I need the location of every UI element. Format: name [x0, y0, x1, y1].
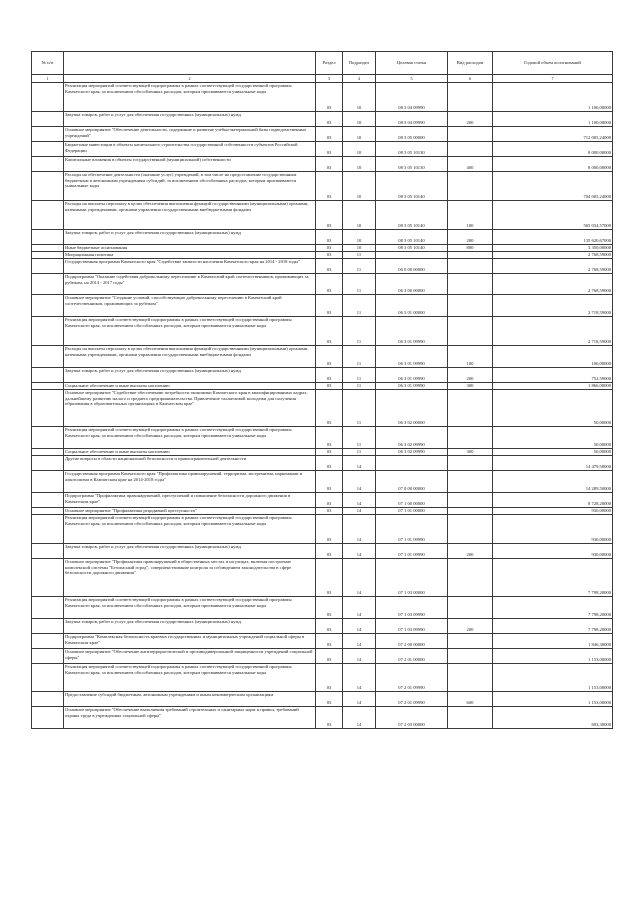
- row-amount-cell: 2 768,59000: [493, 259, 613, 274]
- row-expense-type-cell: [448, 252, 493, 259]
- table-row: [32, 245, 613, 252]
- row-razdel-cell: 03: [316, 559, 343, 597]
- table-row: [32, 544, 613, 559]
- col-number: 7: [493, 75, 613, 83]
- col-number: 5: [376, 75, 448, 83]
- row-amount-cell: 1 846,30000: [493, 634, 613, 649]
- row-number-cell: [32, 295, 64, 317]
- row-podrazdel-cell: 14: [343, 508, 376, 515]
- row-podrazdel-cell: 14: [343, 664, 376, 692]
- row-number-cell: [32, 664, 64, 692]
- table-row: [32, 559, 613, 597]
- row-podrazdel-cell: 11: [343, 274, 376, 295]
- row-razdel-cell: 03: [316, 83, 343, 112]
- row-razdel-cell: 03: [316, 456, 343, 471]
- row-razdel-cell: 03: [316, 127, 343, 142]
- row-razdel-cell: 03: [316, 664, 343, 692]
- row-amount-cell: 100,00000: [493, 346, 613, 368]
- col-number: 1: [32, 75, 64, 83]
- row-razdel-cell: 03: [316, 692, 343, 707]
- col-number: 4: [343, 75, 376, 83]
- row-razdel-cell: 03: [316, 493, 343, 508]
- row-target-article-cell: 07 2 00 00000: [376, 634, 448, 649]
- row-number-cell: [32, 259, 64, 274]
- row-amount-cell: 930,00000: [493, 508, 613, 515]
- row-name-cell: Подпрограмма "Оказание содействия добровольному переселению в Камчатский край соотечественников, проживающих за рубежом, на 2014 - 2017 годы": [64, 274, 316, 295]
- row-expense-type-cell: [448, 707, 493, 729]
- row-amount-cell: 1 153,00000: [493, 664, 613, 692]
- col-header-number: № п/п: [32, 52, 64, 75]
- row-podrazdel-cell: 11: [343, 317, 376, 346]
- row-number-cell: [32, 390, 64, 427]
- row-number-cell: [32, 471, 64, 493]
- row-name-cell: Реализация мероприятий соответствующей подпрограммы в рамках соответствующей государственной программы Камчатского края, за исключением обособленных расходов, которым присваиваются уникальные коды: [64, 515, 316, 544]
- row-podrazdel-cell: 10: [343, 142, 376, 157]
- row-expense-type-cell: [448, 597, 493, 619]
- table-row: [32, 172, 613, 201]
- row-target-article-cell: 06 3 01 00000: [376, 295, 448, 317]
- row-target-article-cell: 06 3 01 09990: [376, 317, 448, 346]
- row-number-cell: [32, 274, 64, 295]
- row-amount-cell: 8 728,20000: [493, 493, 613, 508]
- row-razdel-cell: 03: [316, 112, 343, 127]
- row-amount-cell: 930,00000: [493, 544, 613, 559]
- table-row: [32, 230, 613, 245]
- row-name-cell: Государственная программа Камчатского края "Профилактика правонарушений, терроризма, экстремизма, наркомании и алкоголизма в Камчатском крае на 2014-2018 годы": [64, 471, 316, 493]
- row-expense-type-cell: [448, 127, 493, 142]
- row-amount-cell: 1 866,00000: [493, 383, 613, 390]
- row-name-cell: Капитальные вложения в объекты государственной (муниципальной) собственности: [64, 157, 316, 172]
- row-name-cell: Другие вопросы в области национальной безопасности и правоохранительной деятельности: [64, 456, 316, 471]
- row-razdel-cell: 03: [316, 515, 343, 544]
- row-number-cell: [32, 112, 64, 127]
- row-amount-cell: 1 153,00000: [493, 649, 613, 664]
- row-podrazdel-cell: 14: [343, 597, 376, 619]
- table-row: [32, 157, 613, 172]
- row-target-article-cell: 06 3 02 00000: [376, 390, 448, 427]
- row-expense-type-cell: 200: [448, 619, 493, 634]
- row-target-article-cell: 07 1 01 09990: [376, 544, 448, 559]
- row-amount-cell: 1 100,00000: [493, 112, 613, 127]
- row-number-cell: [32, 649, 64, 664]
- row-amount-cell: 135 620,67000: [493, 230, 613, 245]
- row-expense-type-cell: [448, 456, 493, 471]
- row-name-cell: Основное мероприятие "Создание условий, способствующих добровольному переселению в Камчатский край соотечественников, проживающих за рубежом": [64, 295, 316, 317]
- row-razdel-cell: 03: [316, 142, 343, 157]
- row-target-article-cell: 08 3 05 10140: [376, 230, 448, 245]
- row-podrazdel-cell: 11: [343, 295, 376, 317]
- row-target-article-cell: 08 3 05 10140: [376, 201, 448, 230]
- row-target-article-cell: 08 3 05 10140: [376, 245, 448, 252]
- row-podrazdel-cell: 11: [343, 368, 376, 383]
- row-target-article-cell: 06 3 01 09990: [376, 346, 448, 368]
- row-podrazdel-cell: 14: [343, 619, 376, 634]
- row-razdel-cell: 03: [316, 259, 343, 274]
- row-razdel-cell: 03: [316, 544, 343, 559]
- row-razdel-cell: 03: [316, 274, 343, 295]
- row-expense-type-cell: 100: [448, 346, 493, 368]
- row-razdel-cell: 03: [316, 295, 343, 317]
- row-expense-type-cell: [448, 259, 493, 274]
- row-razdel-cell: 03: [316, 707, 343, 729]
- row-number-cell: [32, 368, 64, 383]
- row-target-article-cell: 07 1 03 09990: [376, 619, 448, 634]
- row-expense-type-cell: 100: [448, 201, 493, 230]
- table-row: [32, 274, 613, 295]
- row-podrazdel-cell: 11: [343, 390, 376, 427]
- row-expense-type-cell: [448, 317, 493, 346]
- row-name-cell: Подпрограмма "Профилактика правонарушений, преступлений и повышение безопасности дорожного движения в Камчатском крае": [64, 493, 316, 508]
- table-row: [32, 456, 613, 471]
- row-expense-type-cell: [448, 471, 493, 493]
- row-name-cell: Государственная программа Камчатского края "Содействие занятости населения Камчатского края на 2014 - 2018 годы": [64, 259, 316, 274]
- row-razdel-cell: 03: [316, 230, 343, 245]
- row-name-cell: Миграционная политика: [64, 252, 316, 259]
- table-row: [32, 317, 613, 346]
- row-target-article-cell: 06 3 02 09990: [376, 449, 448, 456]
- row-target-article-cell: 07 2 01 09990: [376, 664, 448, 692]
- table-row: [32, 112, 613, 127]
- row-number-cell: [32, 508, 64, 515]
- row-expense-type-cell: [448, 559, 493, 597]
- row-razdel-cell: 03: [316, 252, 343, 259]
- row-podrazdel-cell: 14: [343, 471, 376, 493]
- row-name-cell: Подпрограмма "Комплексная безопасность краевых государственных и муниципальных учреждений социальной сферы в Камчатском крае": [64, 634, 316, 649]
- row-razdel-cell: 03: [316, 634, 343, 649]
- row-podrazdel-cell: 14: [343, 456, 376, 471]
- table-row: [32, 619, 613, 634]
- row-razdel-cell: 03: [316, 649, 343, 664]
- row-expense-type-cell: [448, 515, 493, 544]
- row-expense-type-cell: 300: [448, 383, 493, 390]
- row-name-cell: Закупка товаров, работ и услуг для обеспечения государственных (муниципальных) нужд: [64, 619, 316, 634]
- row-target-article-cell: 07 1 01 09990: [376, 515, 448, 544]
- row-target-article-cell: 07 0 00 00000: [376, 471, 448, 493]
- col-header-target-article: Целевая статья: [376, 52, 448, 75]
- row-name-cell: Реализация мероприятий соответствующей подпрограммы в рамках соответствующей государственной программы Камчатского края, за исключением обособленных расходов, которым присваиваются уникальные коды: [64, 83, 316, 112]
- row-expense-type-cell: [448, 172, 493, 201]
- row-expense-type-cell: [448, 508, 493, 515]
- row-podrazdel-cell: 14: [343, 692, 376, 707]
- table-row: [32, 142, 613, 157]
- row-razdel-cell: 03: [316, 597, 343, 619]
- row-amount-cell: 50,00000: [493, 449, 613, 456]
- row-number-cell: [32, 157, 64, 172]
- row-number-cell: [32, 544, 64, 559]
- row-name-cell: Основное мероприятие "Обеспечение выполнения требований строительных и санитарных норм и правил, требований охраны труда в учреждениях социальной сферы": [64, 707, 316, 729]
- col-number: 6: [448, 75, 493, 83]
- row-target-article-cell: 07 2 01 00000: [376, 649, 448, 664]
- row-podrazdel-cell: 10: [343, 172, 376, 201]
- row-podrazdel-cell: 14: [343, 649, 376, 664]
- col-header-amount: Годовой объем ассигнований: [493, 52, 613, 75]
- row-name-cell: Бюджетные инвестиции в объекты капитального строительства государственной собственности субъектов Российской Федерации: [64, 142, 316, 157]
- row-razdel-cell: 03: [316, 317, 343, 346]
- table-row: [32, 449, 613, 456]
- table-row: [32, 707, 613, 729]
- row-number-cell: [32, 127, 64, 142]
- row-expense-type-cell: 300: [448, 449, 493, 456]
- row-target-article-cell: [376, 252, 448, 259]
- row-expense-type-cell: [448, 634, 493, 649]
- row-amount-cell: 7 798,20000: [493, 619, 613, 634]
- row-number-cell: [32, 346, 64, 368]
- table-row: [32, 201, 613, 230]
- row-amount-cell: 2 718,59000: [493, 317, 613, 346]
- table-row: [32, 83, 613, 112]
- row-number-cell: [32, 707, 64, 729]
- row-amount-cell: 3 350,00000: [493, 245, 613, 252]
- row-amount-cell: 8 000,00000: [493, 142, 613, 157]
- row-target-article-cell: [376, 456, 448, 471]
- table-row: [32, 252, 613, 259]
- row-target-article-cell: 07 2 03 00000: [376, 707, 448, 729]
- row-name-cell: Расходы на выплаты персоналу в целях обеспечения выполнения функций государственными (муниципальными) органами, казенными учреждениями, органами управления государственными внебюджетными фондами: [64, 201, 316, 230]
- row-name-cell: Основное мероприятие "Профилактика правонарушений в общественных местах и на улицах, включая построение комплексной системы "Безопасный город", совершенствование контроля за соблюдением законодательства в сфере безопасности дорожного движения": [64, 559, 316, 597]
- row-name-cell: Реализация мероприятий соответствующей подпрограммы в рамках соответствующей государственной программы Камчатского края, за исключением обособленных расходов, которым присваиваются уникальные коды: [64, 597, 316, 619]
- row-razdel-cell: 03: [316, 619, 343, 634]
- row-number-cell: [32, 515, 64, 544]
- row-number-cell: [32, 619, 64, 634]
- row-amount-cell: 693,30000: [493, 707, 613, 729]
- table-row: [32, 471, 613, 493]
- row-razdel-cell: 03: [316, 390, 343, 427]
- table-row: [32, 692, 613, 707]
- row-target-article-cell: 08 3 05 10130: [376, 157, 448, 172]
- row-razdel-cell: 03: [316, 427, 343, 449]
- row-podrazdel-cell: 11: [343, 252, 376, 259]
- row-target-article-cell: 06 0 00 00000: [376, 259, 448, 274]
- row-name-cell: Социальное обеспечение и иные выплаты населению: [64, 449, 316, 456]
- row-number-cell: [32, 383, 64, 390]
- row-podrazdel-cell: 10: [343, 112, 376, 127]
- table-row: [32, 295, 613, 317]
- row-target-article-cell: 06 3 00 00000: [376, 274, 448, 295]
- row-name-cell: Основное мероприятие "Обеспечение антитеррористической и противодиверсионной защищенности учреждений социальной сферы": [64, 649, 316, 664]
- row-name-cell: Закупка товаров, работ и услуг для обеспечения государственных (муниципальных) нужд: [64, 112, 316, 127]
- row-number-cell: [32, 252, 64, 259]
- row-expense-type-cell: 800: [448, 245, 493, 252]
- row-target-article-cell: 07 1 00 00000: [376, 493, 448, 508]
- row-amount-cell: 50,00000: [493, 390, 613, 427]
- row-podrazdel-cell: 10: [343, 127, 376, 142]
- table-row: [32, 597, 613, 619]
- row-razdel-cell: 03: [316, 508, 343, 515]
- row-target-article-cell: 06 3 01 09990: [376, 383, 448, 390]
- row-name-cell: Закупка товаров, работ и услуг для обеспечения государственных (муниципальных) нужд: [64, 544, 316, 559]
- row-expense-type-cell: [448, 295, 493, 317]
- row-podrazdel-cell: 10: [343, 201, 376, 230]
- row-expense-type-cell: 200: [448, 368, 493, 383]
- row-amount-cell: 7 798,20000: [493, 597, 613, 619]
- row-amount-cell: 1 100,00000: [493, 83, 613, 112]
- row-number-cell: [32, 142, 64, 157]
- row-razdel-cell: 03: [316, 172, 343, 201]
- row-number-cell: [32, 427, 64, 449]
- row-number-cell: [32, 692, 64, 707]
- col-header-podrazdel: Подраздел: [343, 52, 376, 75]
- row-razdel-cell: 03: [316, 383, 343, 390]
- row-target-article-cell: 07 1 01 00000: [376, 508, 448, 515]
- row-amount-cell: 14 289,50000: [493, 471, 613, 493]
- row-number-cell: [32, 201, 64, 230]
- row-name-cell: Закупка товаров, работ и услуг для обеспечения государственных (муниципальных) нужд: [64, 368, 316, 383]
- row-razdel-cell: 03: [316, 245, 343, 252]
- row-expense-type-cell: [448, 142, 493, 157]
- row-expense-type-cell: [448, 390, 493, 427]
- row-podrazdel-cell: 11: [343, 383, 376, 390]
- row-podrazdel-cell: 11: [343, 259, 376, 274]
- row-podrazdel-cell: 14: [343, 515, 376, 544]
- row-number-cell: [32, 245, 64, 252]
- row-amount-cell: 565 034,57000: [493, 201, 613, 230]
- table-row: [32, 346, 613, 368]
- row-target-article-cell: 07 1 03 00000: [376, 559, 448, 597]
- row-amount-cell: 7 798,20000: [493, 559, 613, 597]
- table-row: [32, 634, 613, 649]
- row-podrazdel-cell: 14: [343, 634, 376, 649]
- row-expense-type-cell: [448, 274, 493, 295]
- row-amount-cell: 14 479,50000: [493, 456, 613, 471]
- table-row: [32, 127, 613, 142]
- row-expense-type-cell: [448, 83, 493, 112]
- budget-table: [31, 51, 613, 729]
- row-number-cell: [32, 493, 64, 508]
- col-header-razdel: Раздел: [316, 52, 343, 75]
- row-name-cell: Реализация мероприятий соответствующей подпрограммы в рамках соответствующей государственной программы Камчатского края, за исключением обособленных расходов, которым присваиваются уникальные коды: [64, 664, 316, 692]
- column-number-row: [32, 75, 613, 83]
- row-target-article-cell: 08 3 05 00000: [376, 127, 448, 142]
- row-podrazdel-cell: 10: [343, 230, 376, 245]
- row-name-cell: Иные бюджетные ассигнования: [64, 245, 316, 252]
- row-podrazdel-cell: 10: [343, 157, 376, 172]
- row-expense-type-cell: 600: [448, 692, 493, 707]
- row-name-cell: Расходы на выплаты персоналу в целях обеспечения выполнения функций государственными (муниципальными) органами, казенными учреждениями, органами управления государственными внебюджетными фондами: [64, 346, 316, 368]
- row-target-article-cell: 07 1 03 09990: [376, 597, 448, 619]
- row-podrazdel-cell: 11: [343, 449, 376, 456]
- row-amount-cell: 752,59000: [493, 368, 613, 383]
- row-podrazdel-cell: 11: [343, 346, 376, 368]
- row-number-cell: [32, 597, 64, 619]
- row-number-cell: [32, 172, 64, 201]
- row-podrazdel-cell: 10: [343, 245, 376, 252]
- row-podrazdel-cell: 11: [343, 427, 376, 449]
- row-expense-type-cell: [448, 649, 493, 664]
- row-razdel-cell: 03: [316, 368, 343, 383]
- row-number-cell: [32, 317, 64, 346]
- table-row: [32, 664, 613, 692]
- row-target-article-cell: 08 3 05 10130: [376, 142, 448, 157]
- row-name-cell: Основное мероприятие "Обеспечение деятельности, содержание и развитие учебно-материальной базы подведомственных учреждений": [64, 127, 316, 142]
- row-target-article-cell: 06 3 01 09990: [376, 368, 448, 383]
- row-number-cell: [32, 456, 64, 471]
- row-name-cell: Основное мероприятие "Профилактика рецидивной преступности": [64, 508, 316, 515]
- row-amount-cell: 2 768,59000: [493, 252, 613, 259]
- row-podrazdel-cell: 14: [343, 493, 376, 508]
- row-expense-type-cell: 400: [448, 157, 493, 172]
- row-target-article-cell: 08 3 05 10140: [376, 172, 448, 201]
- row-amount-cell: 2 768,59000: [493, 274, 613, 295]
- row-expense-type-cell: [448, 664, 493, 692]
- row-name-cell: Реализация мероприятий соответствующей подпрограммы в рамках соответствующей государственной программы Камчатского края, за исключением обособленных расходов, которым присваиваются уникальные коды: [64, 427, 316, 449]
- row-name-cell: Социальное обеспечение и иные выплаты населению: [64, 383, 316, 390]
- row-number-cell: [32, 634, 64, 649]
- row-expense-type-cell: 200: [448, 544, 493, 559]
- row-target-article-cell: 08 3 04 09990: [376, 83, 448, 112]
- header-row: [32, 52, 613, 75]
- row-podrazdel-cell: 10: [343, 83, 376, 112]
- row-razdel-cell: 03: [316, 201, 343, 230]
- row-expense-type-cell: [448, 427, 493, 449]
- row-razdel-cell: 03: [316, 346, 343, 368]
- row-amount-cell: 8 000,00000: [493, 157, 613, 172]
- row-name-cell: Основное мероприятие "Содействие обеспечению потребности экономики Камчатского края в квалифицированных кадрах, дальнейшему развитию малого и среднего предпринимательства. Привлечение талантливой молодежи для получения образования в образовательных организациях в Камчатском крае": [64, 390, 316, 427]
- row-expense-type-cell: 200: [448, 230, 493, 245]
- row-name-cell: Закупка товаров, работ и услуг для обеспечения государственных (муниципальных) нужд: [64, 230, 316, 245]
- table-row: [32, 368, 613, 383]
- table-row: [32, 649, 613, 664]
- row-podrazdel-cell: 14: [343, 707, 376, 729]
- row-number-cell: [32, 230, 64, 245]
- table-row: [32, 508, 613, 515]
- row-amount-cell: 704 005,24000: [493, 172, 613, 201]
- row-podrazdel-cell: 14: [343, 559, 376, 597]
- row-number-cell: [32, 83, 64, 112]
- row-expense-type-cell: 200: [448, 112, 493, 127]
- row-name-cell: Расходы на обеспечение деятельности (оказание услуг) учреждений, в том числе на предоставление государственным бюджетным и автономным учреждениям субсидий, за исключением обособленных расходов, которым присваиваются уникальные коды: [64, 172, 316, 201]
- row-razdel-cell: 03: [316, 471, 343, 493]
- row-amount-cell: 712 005,24000: [493, 127, 613, 142]
- row-name-cell: Реализация мероприятий соответствующей подпрограммы в рамках соответствующей государственной программы Камчатского края, за исключением обособленных расходов, которым присваиваются уникальные коды: [64, 317, 316, 346]
- col-header-name: [64, 52, 316, 75]
- row-number-cell: [32, 449, 64, 456]
- col-number: 2: [64, 75, 316, 83]
- row-name-cell: Предоставление субсидий бюджетным, автономным учреждениям и иным некоммерческим организациям: [64, 692, 316, 707]
- table-row: [32, 383, 613, 390]
- row-target-article-cell: 06 3 02 09990: [376, 427, 448, 449]
- row-amount-cell: 50,00000: [493, 427, 613, 449]
- table-row: [32, 390, 613, 427]
- col-header-expense-type: Вид расходов: [448, 52, 493, 75]
- table-row: [32, 427, 613, 449]
- row-amount-cell: 930,00000: [493, 515, 613, 544]
- row-podrazdel-cell: 14: [343, 544, 376, 559]
- row-amount-cell: 2 718,59000: [493, 295, 613, 317]
- row-razdel-cell: 03: [316, 449, 343, 456]
- row-amount-cell: 1 153,00000: [493, 692, 613, 707]
- table-row: [32, 515, 613, 544]
- table-row: [32, 493, 613, 508]
- row-expense-type-cell: [448, 493, 493, 508]
- row-razdel-cell: 03: [316, 157, 343, 172]
- col-number: 3: [316, 75, 343, 83]
- table-row: [32, 259, 613, 274]
- table-body: [32, 83, 613, 729]
- row-target-article-cell: 07 2 01 09990: [376, 692, 448, 707]
- row-number-cell: [32, 559, 64, 597]
- row-target-article-cell: 08 3 04 09990: [376, 112, 448, 127]
